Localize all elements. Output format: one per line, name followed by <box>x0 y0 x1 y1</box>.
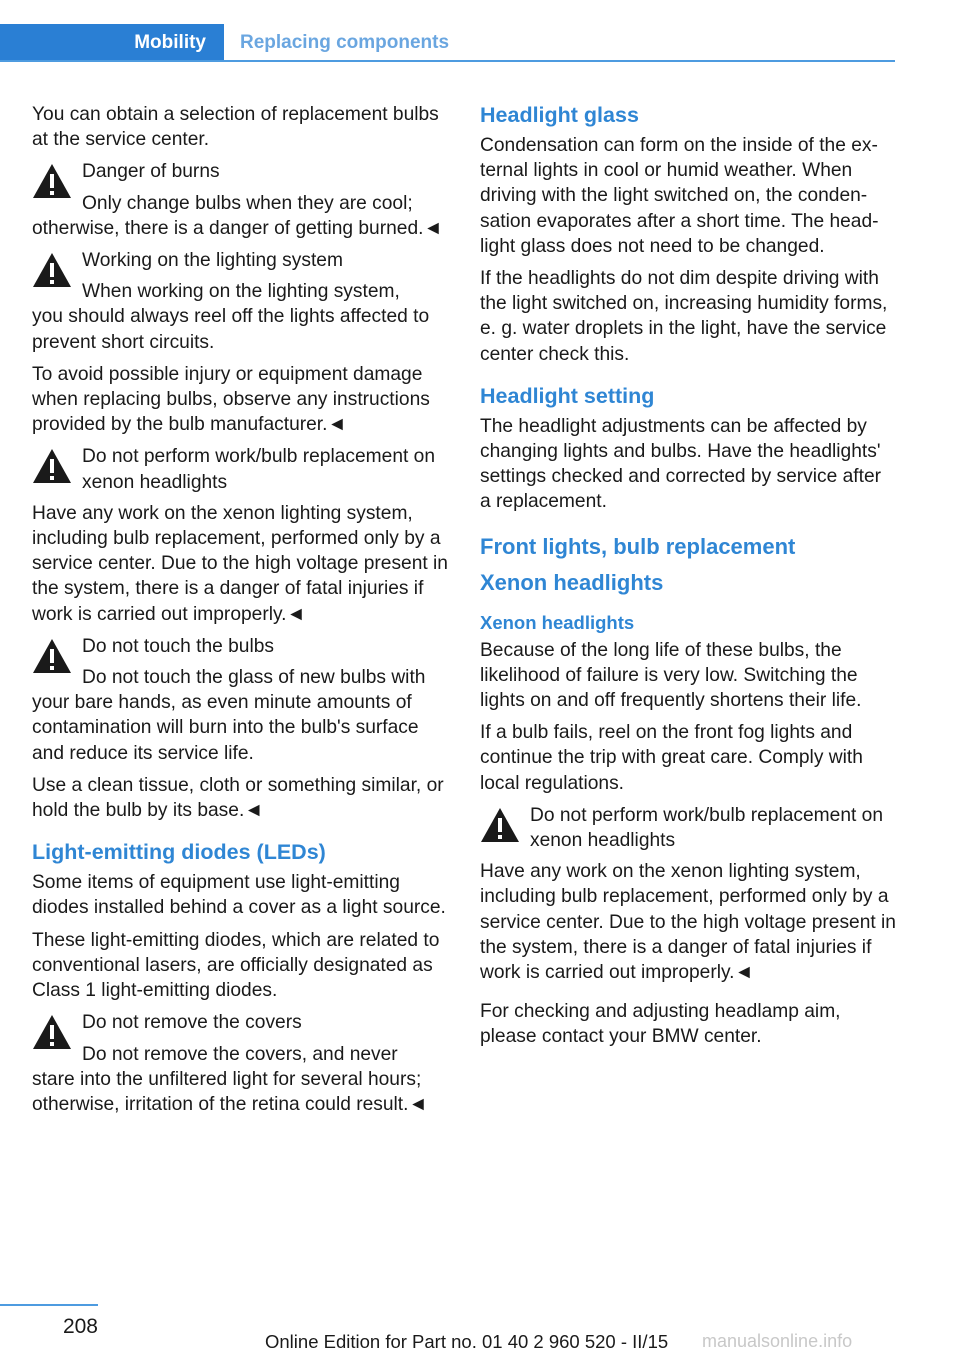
section-heading-headlight-glass: Headlight glass <box>480 103 639 127</box>
warning-text: Have any work on the xenon lighting system, including bulb replacement, performed only by a service center. Due to the high voltage present in the system, there is a danger of fatal injuries if work is carried out improperly.◄ <box>32 502 448 625</box>
xenon-paragraph-2: If a bulb fails, reel on the front fog lights and continue the trip with great care. Comply with local regulations. <box>480 722 863 794</box>
warning-covers <box>32 1010 448 1117</box>
warning-lighting-system <box>32 248 448 437</box>
section-heading-leds: Light-emitting diodes (LEDs) <box>32 840 326 865</box>
warning-triangle-icon <box>32 1010 82 1054</box>
led-paragraph-2: These light-emitting diodes, which are related to conventional lasers, are officially designated as Class 1 light-emitting diodes. <box>32 929 440 1002</box>
aim-paragraph: For checking and adjusting headlamp aim, please contact your BMW center. <box>480 1001 841 1048</box>
left-column <box>32 102 448 1124</box>
warning-title: Do not perform work/bulb replacement on xenon headlights <box>530 804 884 852</box>
right-column <box>480 102 896 1057</box>
warning-xenon-right <box>480 803 896 985</box>
warning-title: Working on the lighting system <box>82 250 343 272</box>
warning-triangle-icon <box>32 159 82 203</box>
warning-text-extra: Use a clean tissue, cloth or something similar, or hold the bulb by its base.◄ <box>32 774 444 822</box>
glass-paragraph-1: Condensation can form on the inside of the external lights in cool or humid weather. When driving with the light switched on, the condensation evaporates after a short time. The headlight glass does not need to be changed. <box>480 135 879 257</box>
warning-text: you should always reel off the lights affected to prevent short circuits. <box>32 306 430 353</box>
xenon-paragraph-1: Because of the long life of these bulbs, the likelihood of failure is very low. Switching the lights on and off frequently shortens their life. <box>480 639 862 712</box>
intro-paragraph: You can obtain a selection of replacement bulbs at the service center. <box>32 104 439 151</box>
warning-title: Do not touch the bulbs <box>82 635 275 657</box>
section-tab-replacing-components: Replacing components <box>240 32 450 53</box>
page-header <box>0 24 895 62</box>
section-heading-headlight-setting: Headlight setting <box>480 383 655 408</box>
subheading-xenon: Xenon headlights <box>480 611 635 633</box>
warning-text-line: Do not remove the covers, and never <box>82 1043 398 1065</box>
warning-text-line: Only change bulbs when they are cool; <box>82 192 413 214</box>
warning-text-extra: To avoid possible injury or equipment damage when replacing bulbs, observe any instructions provided by the bulb manufacturer.◄ <box>32 363 430 436</box>
section-tab-mobility: Mobility <box>0 24 224 62</box>
setting-paragraph: The headlight adjustments can be affected by changing lights and bulbs. Have the headlights' settings checked and corrected by service after a replacement. <box>480 415 882 513</box>
watermark-text: manualsonline.info <box>702 1331 853 1351</box>
warning-title: Do not perform work/bulb replacement on xenon headlights <box>82 446 436 493</box>
page-number: 208 <box>62 1315 98 1338</box>
section-heading-xenon: Xenon headlights <box>480 569 664 595</box>
warning-text: stare into the unfiltered light for several hours; otherwise, irritation of the retina could result.◄ <box>32 1068 428 1115</box>
warning-touch-bulbs <box>32 634 448 823</box>
glass-paragraph-2: If the headlights do not dim despite driving with the light switched on, increasing humidity forms, e. g. water droplets in the light, have the service center check this. <box>480 268 888 365</box>
warning-title: Do not remove the covers <box>82 1012 302 1034</box>
warning-triangle-icon <box>480 803 530 847</box>
warning-burns <box>32 159 448 241</box>
warning-text-line: When working on the lighting system, <box>82 281 400 303</box>
warning-triangle-icon <box>32 444 82 488</box>
footer-rule <box>0 1304 98 1306</box>
warning-text-line: Do not touch the glass of new bulbs with <box>82 667 426 689</box>
warning-title: Danger of burns <box>82 161 220 183</box>
warning-text: otherwise, there is a danger of getting burned.◄ <box>32 217 443 239</box>
warning-triangle-icon <box>32 634 82 678</box>
led-paragraph-1: Some items of equipment use light-emitting diodes installed behind a cover as a light source. <box>32 872 446 919</box>
warning-xenon <box>32 444 448 626</box>
section-heading-front-lights: Front lights, bulb replacement <box>480 533 796 559</box>
header-rule <box>0 60 895 62</box>
warning-triangle-icon <box>32 248 82 292</box>
edition-text: Online Edition for Part no. 01 40 2 960 520 - II/15 <box>265 1331 669 1352</box>
warning-text: your bare hands, as even minute amounts of contamination will burn into the bulb's surface and reduce its service life. <box>32 692 419 764</box>
warning-text: Have any work on the xenon lighting system, including bulb replacement, performed only by a service center. Due to the high voltage present in the system, there is a danger of fatal injuries if work is carried out improperly.◄ <box>480 861 896 984</box>
